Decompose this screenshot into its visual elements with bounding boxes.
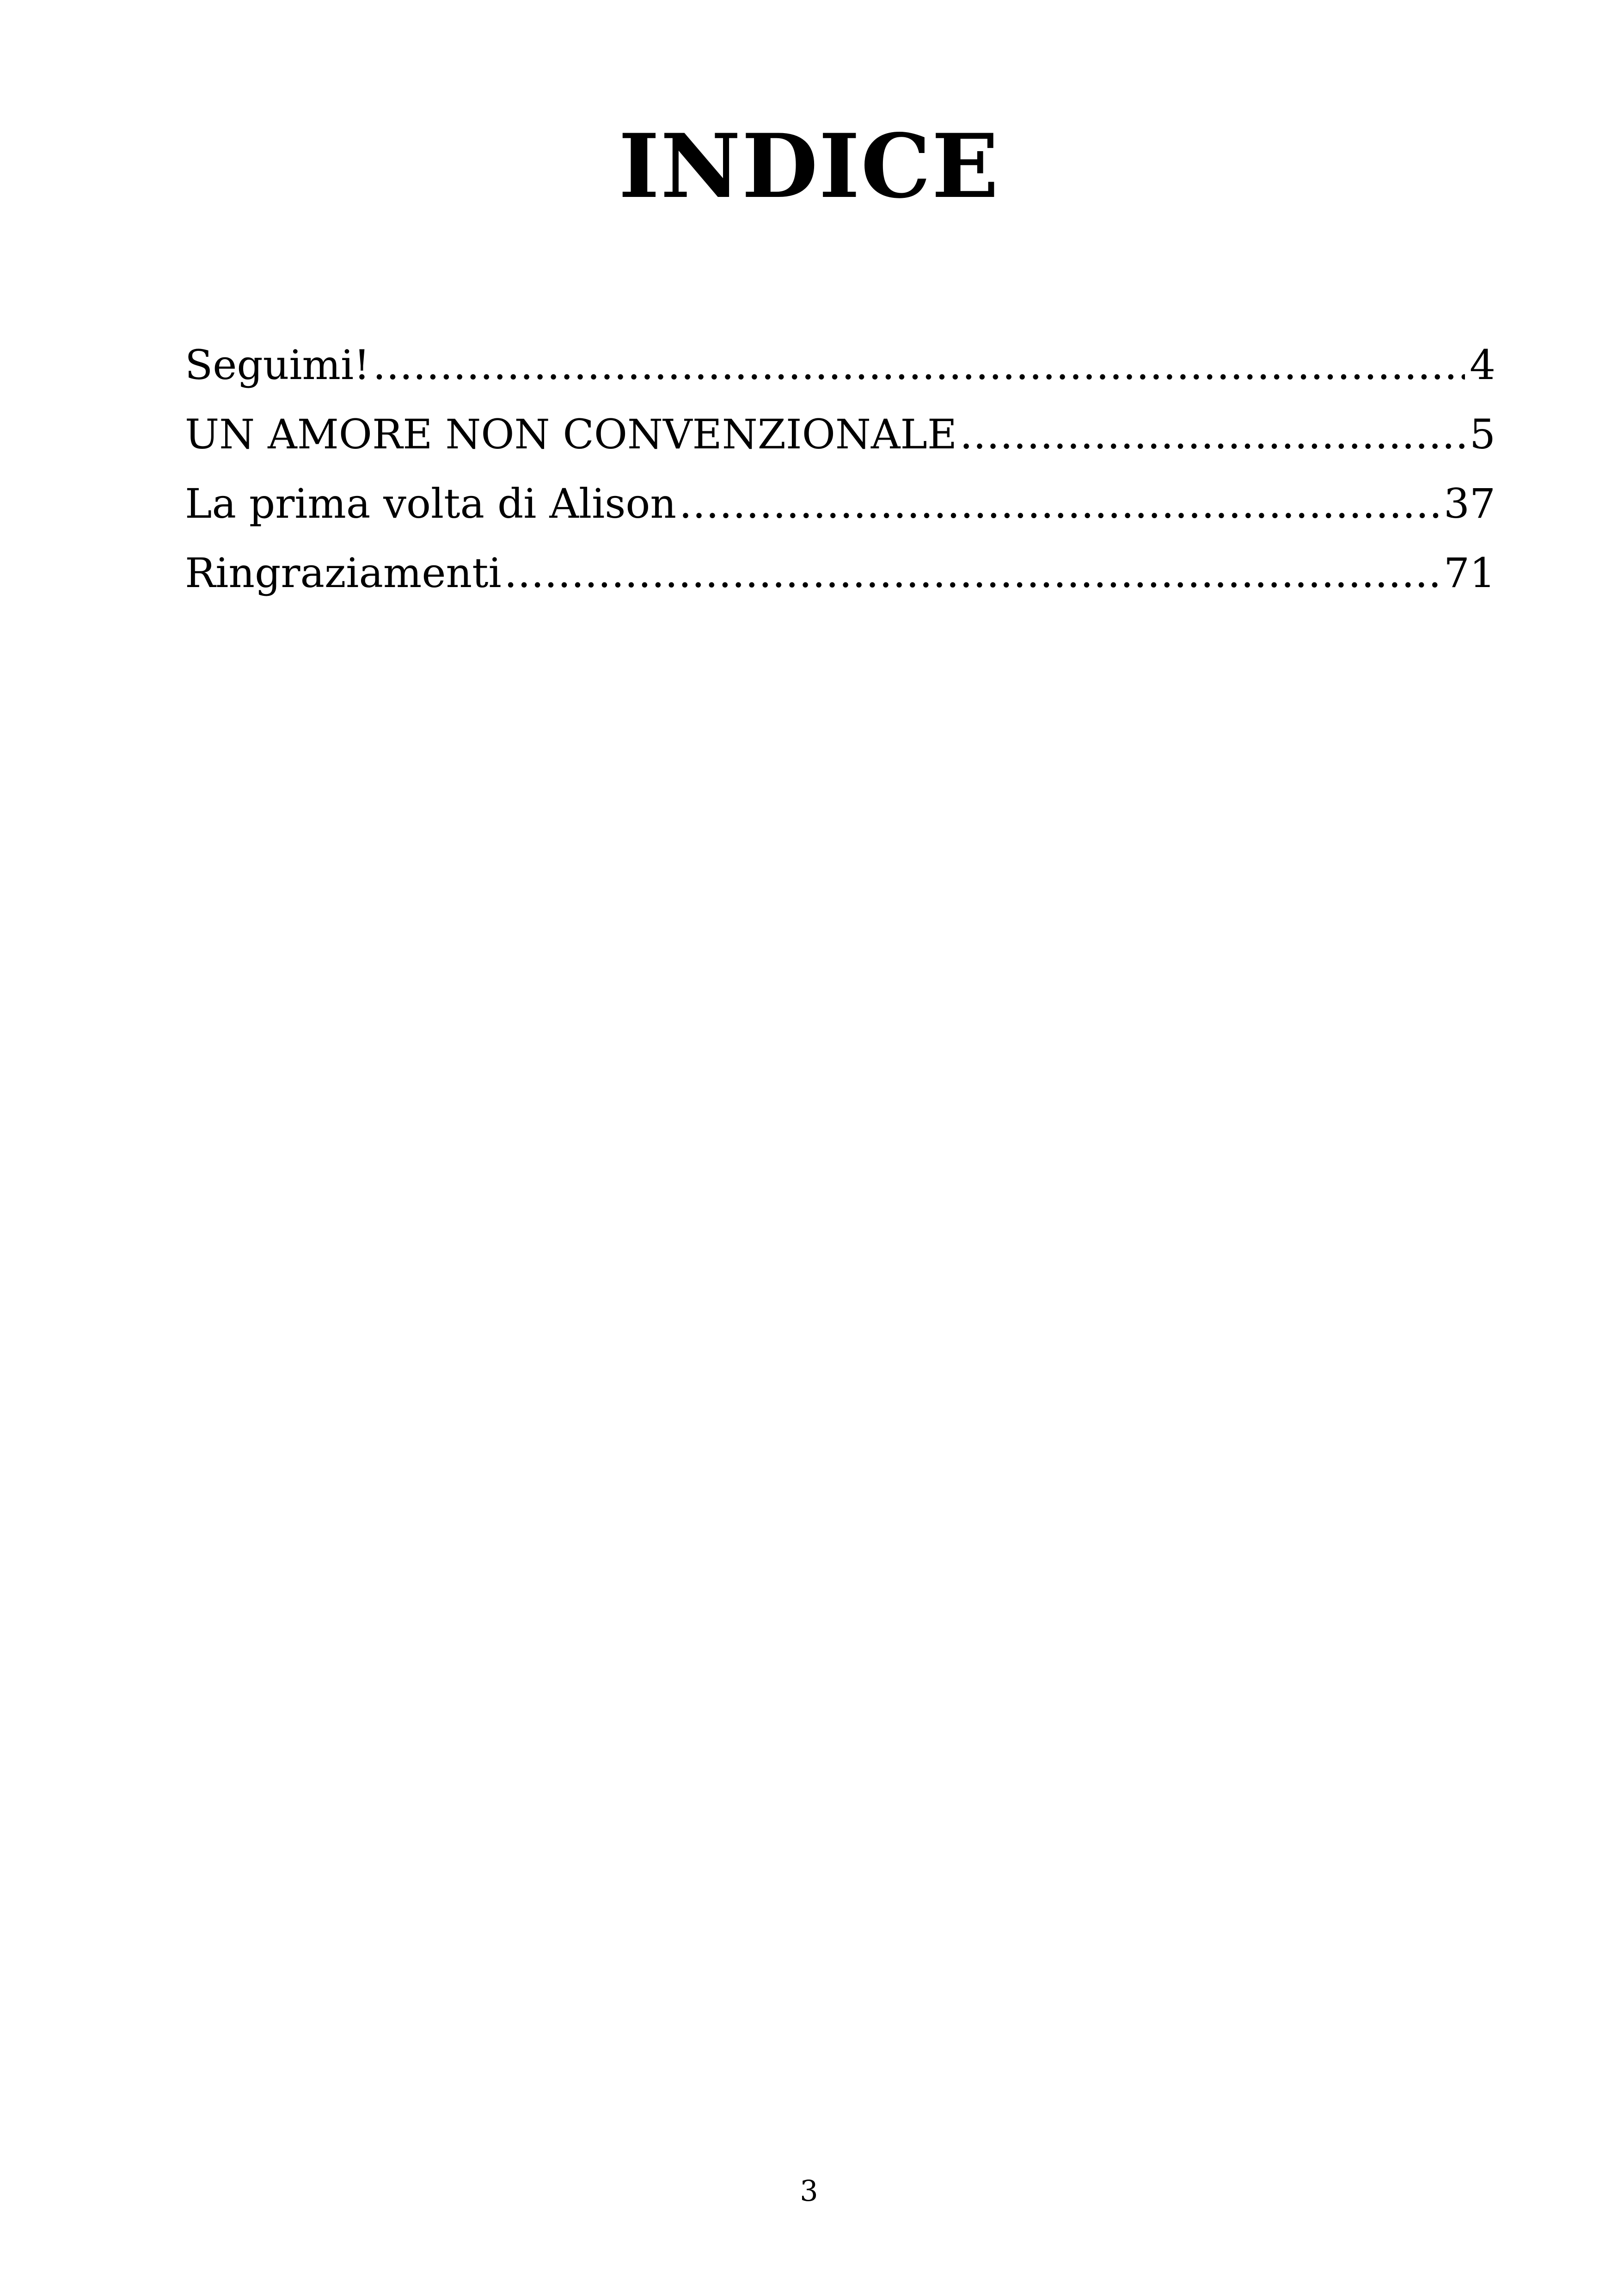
toc-entry-label: La prima volta di Alison <box>185 480 677 527</box>
toc-entry-label: Seguimi! <box>185 341 370 389</box>
toc-entry-page: 4 <box>1470 341 1495 389</box>
toc-entry-label: UN AMORE NON CONVENZIONALE <box>185 410 957 458</box>
toc-entry-page: 71 <box>1444 549 1495 597</box>
toc-entry-la-prima-volta-di-alison[interactable] <box>185 469 1495 539</box>
toc-entry-un-amore-non-convenzionale[interactable] <box>185 400 1495 469</box>
toc-entry-label: Ringraziamenti <box>185 549 502 597</box>
page-number: 3 <box>800 2174 818 2208</box>
toc-entry-page: 37 <box>1444 480 1495 527</box>
table-of-contents <box>185 331 1495 608</box>
toc-dot-leader <box>504 539 1439 608</box>
toc-entry-seguimi[interactable] <box>185 331 1495 400</box>
toc-dot-leader <box>373 331 1465 400</box>
toc-dot-leader <box>960 400 1465 469</box>
page-title: INDICE <box>618 115 1000 218</box>
toc-entry-ringraziamenti[interactable] <box>185 539 1495 608</box>
toc-entry-page: 5 <box>1470 410 1495 458</box>
toc-dot-leader <box>679 469 1439 539</box>
